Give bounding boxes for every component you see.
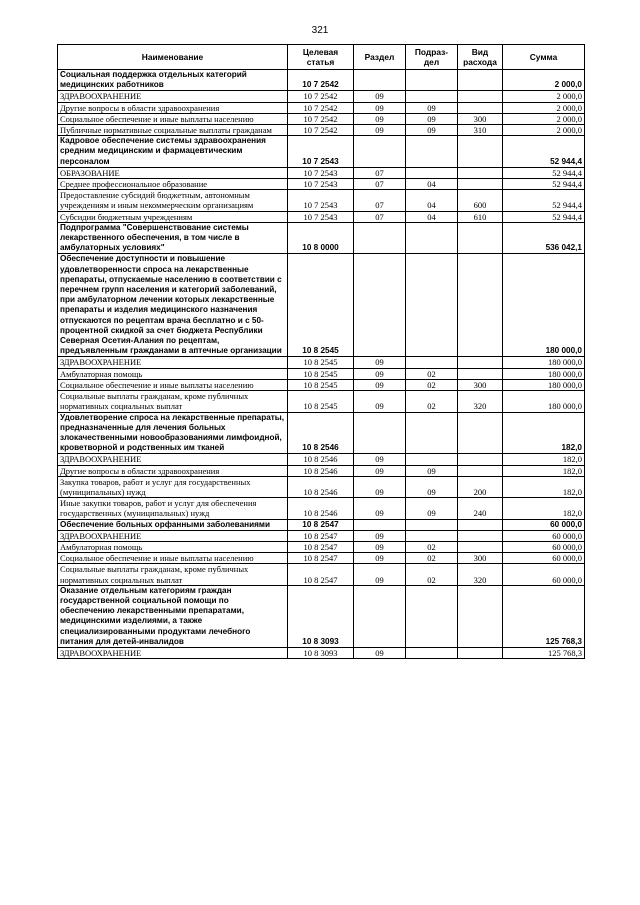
cell-section: 07: [354, 190, 406, 211]
cell-amount: 180 000,0: [503, 254, 585, 357]
cell-expense: 600: [458, 190, 503, 211]
cell-section: 07: [354, 211, 406, 222]
cell-amount: 60 000,0: [503, 553, 585, 564]
cell-amount: 60 000,0: [503, 541, 585, 552]
cell-section: 09: [354, 357, 406, 368]
cell-target: 10 8 2547: [288, 541, 354, 552]
cell-name: Кадровое обеспечение системы здравоохранения средним медицинским и фармацевтическим персоналом: [58, 136, 288, 168]
cell-section: 07: [354, 167, 406, 178]
cell-subsection: [406, 454, 458, 465]
table-row: [58, 454, 585, 465]
cell-section: 09: [354, 530, 406, 541]
cell-name: Среднее профессиональное образование: [58, 179, 288, 190]
table-row: [58, 564, 585, 585]
cell-subsection: 09: [406, 102, 458, 113]
cell-subsection: [406, 357, 458, 368]
cell-target: 10 8 2546: [288, 454, 354, 465]
cell-amount: 180 000,0: [503, 368, 585, 379]
cell-section: [354, 585, 406, 647]
table-row: [58, 530, 585, 541]
cell-section: [354, 136, 406, 168]
cell-subsection: 09: [406, 113, 458, 124]
cell-name: Социальная поддержка отдельных категорий медицинских работников: [58, 70, 288, 91]
cell-expense: [458, 91, 503, 102]
cell-expense: [458, 519, 503, 530]
cell-expense: [458, 454, 503, 465]
cell-subsection: [406, 647, 458, 658]
cell-target: 10 7 2542: [288, 91, 354, 102]
cell-amount: 2 000,0: [503, 113, 585, 124]
cell-subsection: [406, 254, 458, 357]
cell-subsection: 09: [406, 125, 458, 136]
cell-section: [354, 412, 406, 454]
cell-target: 10 8 2545: [288, 357, 354, 368]
cell-subsection: 02: [406, 368, 458, 379]
cell-amount: 2 000,0: [503, 125, 585, 136]
cell-name: Субсидии бюджетным учреждениям: [58, 211, 288, 222]
cell-name: Социальное обеспечение и иные выплаты населению: [58, 379, 288, 390]
cell-expense: [458, 70, 503, 91]
cell-amount: 125 768,3: [503, 647, 585, 658]
table-row: [58, 254, 585, 357]
cell-section: 09: [354, 113, 406, 124]
cell-amount: 182,0: [503, 454, 585, 465]
table-header-row: [58, 45, 585, 70]
cell-subsection: 02: [406, 391, 458, 412]
cell-target: 10 8 2545: [288, 254, 354, 357]
cell-expense: 320: [458, 391, 503, 412]
cell-name: ОБРАЗОВАНИЕ: [58, 167, 288, 178]
cell-name: Амбулаторная помощь: [58, 368, 288, 379]
cell-subsection: 09: [406, 476, 458, 497]
cell-section: [354, 519, 406, 530]
page-number: 321: [311, 25, 329, 36]
cell-expense: [458, 412, 503, 454]
cell-target: 10 8 3093: [288, 647, 354, 658]
header-expense-type: Вид расхода: [458, 45, 503, 70]
cell-expense: [458, 179, 503, 190]
cell-subsection: [406, 70, 458, 91]
cell-expense: 310: [458, 125, 503, 136]
cell-name: ЗДРАВООХРАНЕНИЕ: [58, 530, 288, 541]
cell-amount: 180 000,0: [503, 357, 585, 368]
table-row: [58, 412, 585, 454]
cell-name: ЗДРАВООХРАНЕНИЕ: [58, 454, 288, 465]
cell-expense: [458, 136, 503, 168]
table-row: [58, 125, 585, 136]
cell-name: Социальное обеспечение и иные выплаты населению: [58, 553, 288, 564]
cell-name: Иные закупки товаров, работ и услуг для обеспечения государственных (муниципальных) нужд: [58, 498, 288, 519]
cell-target: 10 8 2546: [288, 498, 354, 519]
cell-name: Другие вопросы в области здравоохранения: [58, 102, 288, 113]
cell-expense: 300: [458, 113, 503, 124]
cell-amount: 2 000,0: [503, 91, 585, 102]
cell-name: Обеспечение больных орфанными заболеваниями: [58, 519, 288, 530]
cell-section: 09: [354, 454, 406, 465]
cell-subsection: [406, 167, 458, 178]
cell-expense: 320: [458, 564, 503, 585]
cell-target: 10 7 2542: [288, 125, 354, 136]
cell-subsection: 04: [406, 190, 458, 211]
cell-amount: 182,0: [503, 476, 585, 497]
cell-name: Амбулаторная помощь: [58, 541, 288, 552]
cell-subsection: 04: [406, 179, 458, 190]
cell-target: 10 7 2542: [288, 113, 354, 124]
cell-target: 10 8 3093: [288, 585, 354, 647]
table-row: [58, 498, 585, 519]
cell-target: 10 8 2546: [288, 476, 354, 497]
cell-section: 09: [354, 541, 406, 552]
table-row: [58, 179, 585, 190]
cell-amount: 182,0: [503, 412, 585, 454]
table-row: [58, 70, 585, 91]
cell-target: 10 7 2543: [288, 167, 354, 178]
table-row: [58, 91, 585, 102]
cell-name: Оказание отдельным категориям граждан государственной социальной помощи по обеспечению лекарственными препаратами, медицинскими изделиями, а также специализированными продуктами лечебного питания для детей-инвалидов: [58, 585, 288, 647]
table-row: [58, 391, 585, 412]
cell-target: 10 7 2543: [288, 211, 354, 222]
cell-subsection: [406, 519, 458, 530]
cell-subsection: [406, 585, 458, 647]
cell-amount: 2 000,0: [503, 70, 585, 91]
header-target: Целевая статья: [288, 45, 354, 70]
table-row: [58, 585, 585, 647]
cell-amount: 182,0: [503, 498, 585, 519]
cell-subsection: [406, 412, 458, 454]
cell-expense: [458, 167, 503, 178]
cell-name: Подпрограмма "Совершенствование системы лекарственного обеспечения, в том числе в амбулаторных условиях": [58, 222, 288, 254]
cell-name: Обеспечение доступности и повышение удовлетворенности спроса на лекарственные препараты, отпускаемые населению в соответствии с перечнем групп населения и категорий заболеваний, при амбулаторном лечении которых лекарственные препараты и изделия медицинского назначения отпускаются по рецептам врача бесплатно и с 50-процентной скидкой за счет бюджета Республики Северная Осетия-Алания по рецептам, предъявленным гражданами в аптечные организации: [58, 254, 288, 357]
cell-amount: 180 000,0: [503, 379, 585, 390]
cell-expense: [458, 541, 503, 552]
cell-section: 09: [354, 553, 406, 564]
cell-amount: 60 000,0: [503, 519, 585, 530]
cell-section: [354, 254, 406, 357]
cell-target: 10 8 0000: [288, 222, 354, 254]
cell-subsection: 02: [406, 541, 458, 552]
cell-section: [354, 222, 406, 254]
cell-section: 09: [354, 498, 406, 519]
cell-target: 10 8 2546: [288, 412, 354, 454]
table-row: [58, 136, 585, 168]
cell-section: 09: [354, 391, 406, 412]
table-row: [58, 102, 585, 113]
table-row: [58, 519, 585, 530]
table-row: [58, 357, 585, 368]
cell-expense: [458, 585, 503, 647]
cell-section: 09: [354, 465, 406, 476]
header-subsection: Подраз-дел: [406, 45, 458, 70]
cell-amount: 536 042,1: [503, 222, 585, 254]
cell-amount: 52 944,4: [503, 211, 585, 222]
cell-name: Другие вопросы в области здравоохранения: [58, 465, 288, 476]
cell-section: [354, 70, 406, 91]
table-row: [58, 465, 585, 476]
cell-amount: 60 000,0: [503, 530, 585, 541]
table-row: [58, 222, 585, 254]
table-row: [58, 553, 585, 564]
table-row: [58, 190, 585, 211]
cell-expense: 240: [458, 498, 503, 519]
header-section: Раздел: [354, 45, 406, 70]
header-name: Наименование: [58, 45, 288, 70]
table-row: [58, 476, 585, 497]
cell-subsection: 09: [406, 498, 458, 519]
cell-name: Социальное обеспечение и иные выплаты населению: [58, 113, 288, 124]
cell-expense: [458, 222, 503, 254]
cell-target: 10 8 2546: [288, 465, 354, 476]
cell-target: 10 7 2543: [288, 190, 354, 211]
table-row: [58, 211, 585, 222]
cell-section: 09: [354, 125, 406, 136]
cell-section: 09: [354, 102, 406, 113]
cell-target: 10 8 2545: [288, 368, 354, 379]
cell-subsection: [406, 530, 458, 541]
cell-target: 10 8 2547: [288, 564, 354, 585]
cell-expense: [458, 254, 503, 357]
cell-amount: 180 000,0: [503, 391, 585, 412]
cell-section: 09: [354, 476, 406, 497]
cell-amount: 52 944,4: [503, 190, 585, 211]
cell-target: 10 8 2545: [288, 379, 354, 390]
cell-subsection: [406, 222, 458, 254]
cell-name: ЗДРАВООХРАНЕНИЕ: [58, 91, 288, 102]
cell-name: ЗДРАВООХРАНЕНИЕ: [58, 357, 288, 368]
cell-name: Закупка товаров, работ и услуг для государственных (муниципальных) нужд: [58, 476, 288, 497]
cell-name: Предоставление субсидий бюджетным, автономным учреждениям и иным некоммерческим организациям: [58, 190, 288, 211]
cell-name: Социальные выплаты гражданам, кроме публичных нормативных социальных выплат: [58, 391, 288, 412]
cell-expense: [458, 530, 503, 541]
cell-subsection: 02: [406, 553, 458, 564]
cell-section: 09: [354, 368, 406, 379]
cell-target: 10 7 2542: [288, 102, 354, 113]
table-body: [58, 70, 585, 659]
budget-table: [57, 44, 585, 659]
cell-expense: [458, 647, 503, 658]
cell-expense: [458, 102, 503, 113]
cell-amount: 52 944,4: [503, 167, 585, 178]
cell-name: Публичные нормативные социальные выплаты гражданам: [58, 125, 288, 136]
cell-expense: [458, 368, 503, 379]
cell-target: 10 7 2543: [288, 179, 354, 190]
header-amount: Сумма: [503, 45, 585, 70]
cell-subsection: 02: [406, 379, 458, 390]
cell-amount: 125 768,3: [503, 585, 585, 647]
table-row: [58, 541, 585, 552]
cell-amount: 60 000,0: [503, 564, 585, 585]
cell-amount: 52 944,4: [503, 179, 585, 190]
cell-subsection: 02: [406, 564, 458, 585]
cell-target: 10 8 2547: [288, 519, 354, 530]
cell-section: 09: [354, 91, 406, 102]
table-row: [58, 113, 585, 124]
table-row: [58, 647, 585, 658]
cell-name: ЗДРАВООХРАНЕНИЕ: [58, 647, 288, 658]
cell-subsection: 04: [406, 211, 458, 222]
cell-expense: [458, 465, 503, 476]
cell-section: 09: [354, 564, 406, 585]
cell-expense: 610: [458, 211, 503, 222]
cell-subsection: [406, 91, 458, 102]
cell-target: 10 8 2547: [288, 553, 354, 564]
cell-section: 07: [354, 179, 406, 190]
table-row: [58, 167, 585, 178]
cell-amount: 2 000,0: [503, 102, 585, 113]
cell-section: 09: [354, 647, 406, 658]
table-row: [58, 368, 585, 379]
table-row: [58, 379, 585, 390]
cell-target: 10 7 2543: [288, 136, 354, 168]
cell-expense: 300: [458, 553, 503, 564]
cell-target: 10 7 2542: [288, 70, 354, 91]
cell-subsection: [406, 136, 458, 168]
cell-name: Социальные выплаты гражданам, кроме публичных нормативных социальных выплат: [58, 564, 288, 585]
cell-amount: 182,0: [503, 465, 585, 476]
cell-name: Удовлетворение спроса на лекарственные препараты, предназначенные для лечения больных злокачественными новообразованиями лимфоидной, кроветворной и родственных им тканей: [58, 412, 288, 454]
cell-expense: 300: [458, 379, 503, 390]
cell-section: 09: [354, 379, 406, 390]
cell-target: 10 8 2547: [288, 530, 354, 541]
cell-subsection: 09: [406, 465, 458, 476]
cell-target: 10 8 2545: [288, 391, 354, 412]
cell-amount: 52 944,4: [503, 136, 585, 168]
cell-expense: 200: [458, 476, 503, 497]
cell-expense: [458, 357, 503, 368]
